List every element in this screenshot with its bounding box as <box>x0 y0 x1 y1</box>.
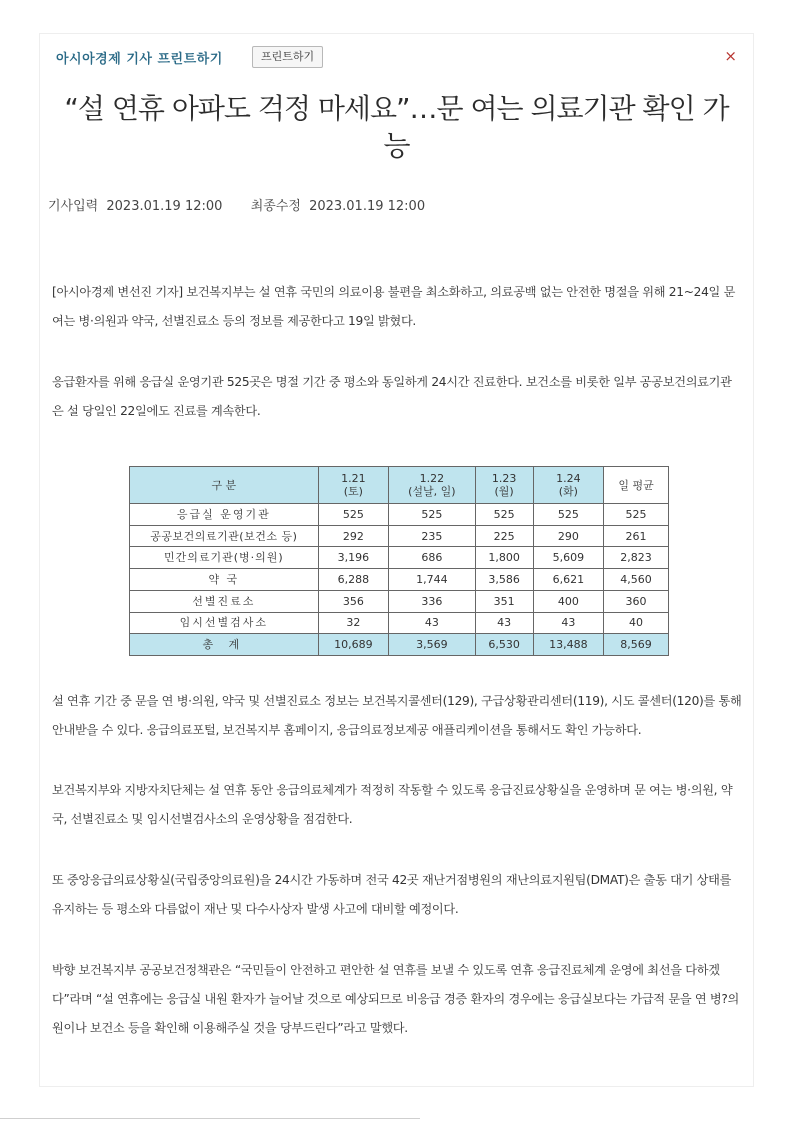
modified-date: 2023.01.19 12:00 <box>309 199 426 214</box>
published-date: 2023.01.19 12:00 <box>106 199 223 214</box>
table-cell: 6,288 <box>318 569 388 591</box>
table-cell: 1,800 <box>475 547 533 569</box>
article-paragraph: [아시아경제 변선진 기자] 보건복지부는 설 연휴 국민의 의료이용 불편을 최소화하고, 의료공백 없는 안전한 명절을 위해 21~24일 문 여는 병·의원과 약국, 선별진료소 등의 정보를 제공한다고 19일 밝혔다. <box>52 285 736 328</box>
modified-label: 최종수정 <box>250 199 301 214</box>
table-cell: 525 <box>604 504 669 526</box>
print-header <box>56 46 737 68</box>
table-cell: 686 <box>389 547 475 569</box>
table-cell: 43 <box>475 612 533 634</box>
table-cell: 10,689 <box>318 634 388 656</box>
table-cell: 525 <box>475 504 533 526</box>
table-cell: 400 <box>533 590 603 612</box>
table-cell: 3,569 <box>389 634 475 656</box>
table-cell: 235 <box>389 525 475 547</box>
table-header: 일 평균 <box>604 467 669 504</box>
table-cell: 6,530 <box>475 634 533 656</box>
article-paragraph: 응급환자를 위해 응급실 운영기관 525곳은 명절 기간 중 평소와 동일하게 24시간 진료한다. 보건소를 비롯한 일부 공공보건의료기관은 설 당일인 22일에도 진료를 계속한다. <box>52 375 732 418</box>
table-cell: 32 <box>318 612 388 634</box>
close-icon[interactable]: × <box>724 47 737 65</box>
table-row <box>130 590 669 612</box>
table-cell: 총 계 <box>130 634 319 656</box>
table-cell: 응급실 운영기관 <box>130 504 319 526</box>
table-header: 1.24 (화) <box>533 467 603 504</box>
table-row <box>130 504 669 526</box>
table-cell: 5,609 <box>533 547 603 569</box>
table-cell: 225 <box>475 525 533 547</box>
divider <box>0 1118 420 1119</box>
table-cell: 360 <box>604 590 669 612</box>
article-paragraph: 설 연휴 기간 중 문을 연 병·의원, 약국 및 선별진료소 정보는 보건복지콜센터(129), 구급상황관리센터(119), 시도 콜센터(120)를 통해 안내받을 수 있다. 응급의료포털, 보건복지부 홈페이지, 응급의료정보제공 애플리케이션을 통해서도 확인 가능하다. <box>52 694 742 737</box>
table-cell: 43 <box>533 612 603 634</box>
article-paragraph: 박향 보건복지부 공공보건정책관은 “국민들이 안전하고 편안한 설 연휴를 보낼 수 있도록 연휴 응급진료체계 운영에 최선을 다하겠다”라며 “설 연휴에는 응급실 내원 환자가 늘어날 것으로 예상되므로 비응급 경증 환자의 경우에는 응급실보다는 가급적 문을 연 병?의원이나 보건소 등을 확인해 이용해주실 것을 당부드린다”라고 말했다. <box>52 963 740 1035</box>
table-cell: 선별진료소 <box>130 590 319 612</box>
table-row <box>130 525 669 547</box>
table-header: 1.22 (설날, 일) <box>389 467 475 504</box>
print-sheet <box>40 34 753 1086</box>
table-cell: 3,196 <box>318 547 388 569</box>
table-cell: 290 <box>533 525 603 547</box>
table-cell: 40 <box>604 612 669 634</box>
table-cell: 6,621 <box>533 569 603 591</box>
article-meta <box>48 195 429 214</box>
table-cell: 525 <box>389 504 475 526</box>
article-paragraph: 또 중앙응급의료상황실(국립중앙의료원)을 24시간 가동하며 전국 42곳 재난거점병원의 재난의료지원팀(DMAT)은 출동 대기 상태를 유지하는 등 평소와 다름없이 재난 및 다수사상자 발생 사고에 대비할 예정이다. <box>52 873 732 916</box>
table-cell: 3,586 <box>475 569 533 591</box>
table-cell: 1,744 <box>389 569 475 591</box>
table-cell: 13,488 <box>533 634 603 656</box>
table-cell: 43 <box>389 612 475 634</box>
table-cell: 임시선별검사소 <box>130 612 319 634</box>
published-label: 기사입력 <box>48 199 99 214</box>
table-header-row <box>130 467 669 504</box>
table-cell: 525 <box>533 504 603 526</box>
table-header: 1.21 (토) <box>318 467 388 504</box>
table-total-row <box>130 634 669 656</box>
table-cell: 민간의료기관(병·의원) <box>130 547 319 569</box>
table-cell: 336 <box>389 590 475 612</box>
table-header: 1.23 (월) <box>475 467 533 504</box>
table-header: 구 분 <box>130 467 319 504</box>
table-cell: 261 <box>604 525 669 547</box>
table-row <box>130 547 669 569</box>
table-cell: 2,823 <box>604 547 669 569</box>
table-cell: 공공보건의료기관(보건소 등) <box>130 525 319 547</box>
table-row <box>130 569 669 591</box>
table-cell: 8,569 <box>604 634 669 656</box>
article-title: “설 연휴 아파도 걱정 마세요”…문 여는 의료기관 확인 가능 <box>64 92 729 162</box>
article-paragraph: 보건복지부와 지방자치단체는 설 연휴 동안 응급의료체계가 적정히 작동할 수 있도록 응급진료상황실을 운영하며 문 여는 병·의원, 약국, 선별진료소 및 임시선별검사소의 운영상황을 점검한다. <box>52 783 733 826</box>
table-cell: 351 <box>475 590 533 612</box>
brand-title: 아시아경제 기사 프린트하기 <box>56 52 223 67</box>
table-cell: 약 국 <box>130 569 319 591</box>
print-button[interactable]: 프린트하기 <box>252 46 323 68</box>
table-cell: 292 <box>318 525 388 547</box>
table-row <box>130 612 669 634</box>
table-cell: 525 <box>318 504 388 526</box>
statistics-table <box>129 466 669 656</box>
table-cell: 356 <box>318 590 388 612</box>
table-cell: 4,560 <box>604 569 669 591</box>
